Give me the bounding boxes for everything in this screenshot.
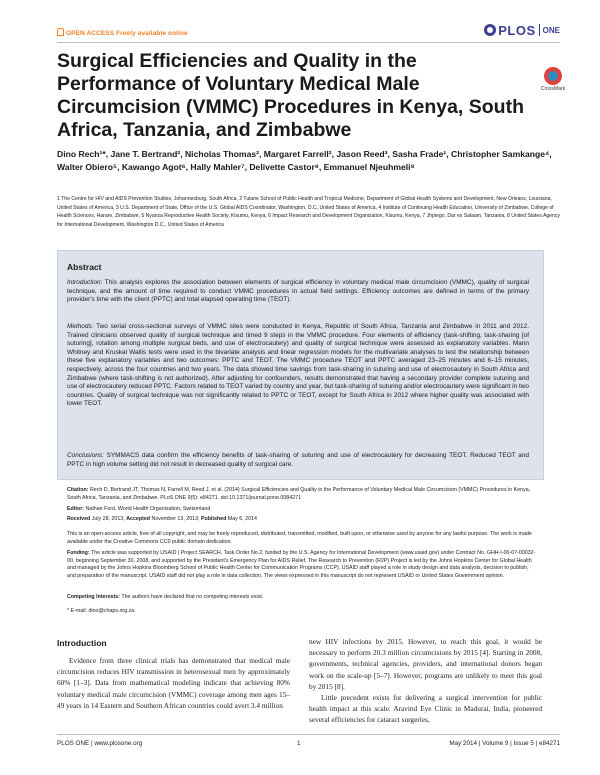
- published-label: Published: [201, 516, 227, 522]
- open-access-lock-icon: [57, 28, 64, 36]
- license: This is an open-access article, free of all copyright, and may be freely reproduced, distributed, transmitted, modified, built upon, or otherwise used by anyone for any lawful purpose. The work is made available under the Creative Commons CC0 public domain dedication.: [67, 531, 532, 545]
- competing-interests-text: The authors have declared that no competing interests exist.: [119, 594, 264, 600]
- received-text: July 28, 2013;: [90, 516, 127, 522]
- dates: [67, 516, 537, 524]
- crossmark-badge[interactable]: [540, 67, 566, 92]
- received-label: Received: [67, 516, 91, 522]
- competing-interests: [67, 594, 537, 602]
- abstract-introduction-text: This analysis explores the association between elements of surgical efficiency in voluntary medical male circumcision (VMMC), quality of surgical technique, and the amount of time required to conduct VMMC procedures in actual field settings. Efficiency outcomes are defined in terms of the primary provider's time with the client (PPTC) and total elapsed operating time (TEOT).: [67, 279, 529, 304]
- logo-divider: [539, 24, 540, 36]
- funding-label: Funding:: [67, 550, 90, 556]
- footer-issue: May 2014 | Volume 9 | Issue 5 | e84271: [449, 740, 560, 747]
- abstract-introduction: [67, 279, 529, 305]
- citation-label: Citation:: [67, 487, 89, 493]
- funding: [67, 550, 537, 580]
- competing-interests-label: Competing Interests:: [67, 594, 120, 600]
- abstract-conclusions-label: Conclusions:: [67, 452, 104, 459]
- abstract-methods-text: Two serial cross-sectional surveys of VMMC sites were conducted in Kenya, Republic of South Africa, Tanzania and Zimbabwe in 2011 and 2012. Trained clinicians observed quality of surgical technique and timed 9 steps in the VMMC procedure. Four elements of efficiency (task-shifting, task-sharing [of suturing], rotation among multiple surgical beds, and use of electrocautery) and quality of surgical technique were assessed as explanatory variables. Mann Whitney and Kruskal Wallis tests were used in the bivariate analysis and linear regression models for the multivariate analyses to test the relationship between these five explanatory variables and two outcomes: PPTC and TEOT. The VMMC procedure TEOT and PPTC averaged 23–25 minutes and 6–15 minutes, respectively, across the four countries and two years. The data showed time savings from task-sharing in suturing and use of electrocautery in South Africa and Zimbabwe (where task-shifting is not authorized). After adjusting for confounders, results demonstrated that having a secondary provider complete suturing and use of electrocautery reduced PPTC. Factors related to TEOT varied by country and year, but task-sharing of suturing and/or electrocautery were significant in two countries. Quality of surgical technique was not significantly related to PPTC or TEOT, except for South Africa in 2012 where higher quality was associated with lower TEOT.: [67, 323, 529, 408]
- author-list: Dino Rech¹*, Jane T. Bertrand², Nicholas Thomas², Margaret Farrell², Jason Reed³, Sasha Frade¹, Christopher Samkange⁴, Walter Obiero⁵, Kawango Agot⁶, Hally Mahler⁷, Delivette Castor⁸, Emmanuel Njeuhmeli⁸: [57, 149, 552, 172]
- footer-rule: [57, 734, 560, 735]
- introduction-right-paragraph-1: new HIV infections by 2015. However, to reach this goal, it would be necessary to perform 20.3 million circumcisions by 2015 [4]. Starting in 2008, governments, technical agencies, providers, and international donors began work on the scale-up [5–7]. However, programs are unlikely to meet this goal by 2015 [8].: [309, 637, 542, 691]
- citation-text: Rech D, Bertrand JT, Thomas N, Farrell M, Reed J, et al. (2014) Surgical Efficiencies and Quality in the Performance of Voluntary Medical Male Circumcision (VMMC) Procedures in Kenya, South Africa, Tanzania, and Zimbabwe. PLoS ONE 9(5): e84271. doi:10.1371/journal.pone.0084271: [67, 487, 531, 501]
- abstract-methods: [67, 323, 529, 409]
- introduction-heading: Introduction: [57, 638, 107, 648]
- plos-logo-icon: [484, 24, 496, 36]
- plos-logo-text: PLOS: [498, 22, 536, 38]
- open-access-text: OPEN ACCESS Freely available online: [66, 30, 188, 37]
- accepted-label: Accepted: [126, 516, 151, 522]
- crossmark-label: CrossMark: [540, 86, 566, 92]
- article-title: Surgical Efficiencies and Quality in the Performance of Voluntary Medical Male Circumcision (VMMC) Procedures in Kenya, South Africa, Tanzania, and Zimbabwe: [57, 50, 524, 141]
- abstract-conclusions: [67, 452, 529, 469]
- editor: [67, 506, 537, 514]
- open-access-label: [57, 28, 188, 37]
- accepted-text: November 13, 2013;: [150, 516, 201, 522]
- editor-label: Editor:: [67, 506, 85, 512]
- crossmark-icon: [544, 67, 562, 85]
- abstract-heading: Abstract: [67, 262, 102, 272]
- page-number: 1: [297, 740, 301, 747]
- plos-one-logo[interactable]: [484, 21, 560, 39]
- introduction-left-column: Evidence from three clinical trials has demonstrated that medical male circumcision reduces HIV transmission in heterosexual men by approximately 60% [1–3]. Data from mathematical modeling indicate that achieving 80% voluntary medical male circumcision (VMMC) coverage among men ages 15–49 years in 14 Eastern and Southern African countries could avert 3.4 million: [57, 656, 290, 710]
- footer-journal[interactable]: PLOS ONE | www.plosone.org: [57, 740, 143, 747]
- abstract-introduction-label: Introduction:: [67, 279, 103, 286]
- abstract-methods-label: Methods:: [67, 323, 94, 330]
- header-rule: [57, 42, 560, 43]
- introduction-right-paragraph-2: Little precedent exists for delivering a surgical intervention for public health impact at this scale. Aravind Eye Clinic in Madurai, India, pioneered several efficiencies for cataract surgeries,: [309, 693, 542, 725]
- editor-text: Nathan Ford, World Health Organization, Switzerland: [84, 506, 211, 512]
- published-text: May 6, 2014: [226, 516, 257, 522]
- funding-text: The article was supported by USAID | Project SEARCH, Task Order No.2, funded by the U.S. Agency for International Development (www.usaid.gov) under Contract No. GHH-I-00-07-00032-00, beginning September 30, 2008, and supported by the President's Emergency Plan for AIDS Relief. The Research to Prevention (R2P) Project is led by the Johns Hopkins Center for Global Health and managed by the Johns Hopkins Bloomberg School of Public Health Center for Communication Programs (CCP). USAID staff played a role in study design and data analysis, decision to publish, and preparation of the manuscript. USAID staff did not play a role in data collection. The views expressed in this manuscript do not represent USAID or United States Government opinion.: [67, 550, 536, 579]
- abstract-conclusions-text: SYMMACS data confirm the efficiency benefits of task-sharing of suturing and use of electrocautery for decreasing TEOT. Reduced TEOT and PPTC in high volume setting did not result in decreased quality of surgical care.: [67, 452, 529, 468]
- citation: [67, 487, 537, 502]
- affiliations: 1 The Centre for HIV and AIDS Prevention Studies, Johannesburg, South Africa, 2 Tulane School of Public Health and Tropical Medicine, Department of Global Health Systems and Development, New Orleans, Louisiana, United States of America, 3 U.S. Department of State, Office of the U.S. Global AIDS Coordinator, Washington, D.C, United States of America, 4 Institute of Continuing Health Education, University of Zimbabwe, College of Health Sciences, Harare, Zimbabwe, 5 Nyanza Reproductive Health Society, Kisumu, Kenya, 6 Impact Research and Development Organization, Kisumu, Kenya, 7 Jhpiego, Dar es Salaam, Tanzania, 8 United States Agency for International Development, Washington D.C., United States of America: [57, 196, 560, 228]
- plos-logo-suffix: ONE: [542, 25, 560, 35]
- corresponding-email[interactable]: * E-mail: dino@chaps.org.za: [67, 608, 135, 614]
